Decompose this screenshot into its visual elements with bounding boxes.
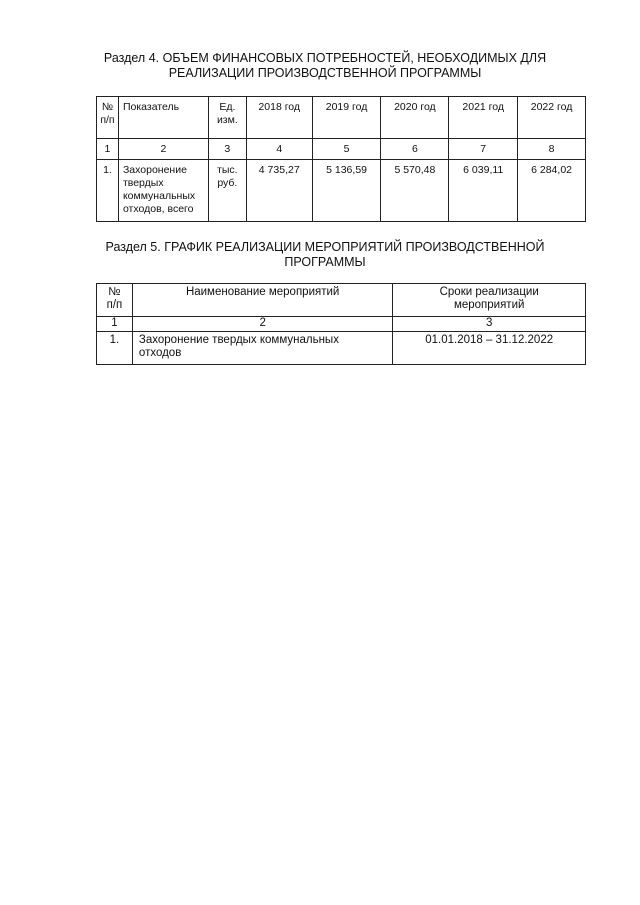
section-4-title-line2: РЕАЛИЗАЦИИ ПРОИЗВОДСТВЕННОЙ ПРОГРАММЫ <box>168 66 482 80</box>
col-number: 4 <box>246 139 312 160</box>
col-number: 3 <box>393 317 586 332</box>
value-2022: 6 284,02 <box>518 160 586 222</box>
section-5-title-line1: Раздел 5. ГРАФИК РЕАЛИЗАЦИИ МЕРОПРИЯТИЙ ПРОИЗВОДСТВЕННОЙ <box>105 240 545 254</box>
value-2019: 5 136,59 <box>312 160 381 222</box>
row-num: 1. <box>97 160 119 222</box>
section-4-title-line1: Раздел 4. ОБЪЕМ ФИНАНСОВЫХ ПОТРЕБНОСТЕЙ, НЕОБХОДИМЫХ ДЛЯ <box>103 51 547 65</box>
row-terms: 01.01.2018 – 31.12.2022 <box>393 332 586 365</box>
header-indicator: Показатель <box>118 97 208 139</box>
value-2021: 6 039,11 <box>449 160 518 222</box>
col-number: 2 <box>118 139 208 160</box>
value-2018: 4 735,27 <box>246 160 312 222</box>
header-2019: 2019 год <box>312 97 381 139</box>
row-indicator: Захоронение твердых коммунальных отходов, всего <box>118 160 208 222</box>
header-2018: 2018 год <box>246 97 312 139</box>
section-5-title <box>80 240 570 270</box>
header-2022: 2022 год <box>518 97 586 139</box>
col-number: 5 <box>312 139 381 160</box>
header-unit: Ед. изм. <box>208 97 246 139</box>
column-number-row <box>97 317 586 332</box>
header-terms: Сроки реализации мероприятий <box>393 284 586 317</box>
table-header-row <box>97 284 586 317</box>
financial-needs-table <box>96 96 586 222</box>
table-row <box>97 160 586 222</box>
row-unit: тыс. руб. <box>208 160 246 222</box>
table-header-row <box>97 97 586 139</box>
col-number: 1 <box>97 139 119 160</box>
col-number: 3 <box>208 139 246 160</box>
header-num: № п/п <box>97 284 133 317</box>
row-activity: Захоронение твердых коммунальных отходов <box>132 332 392 365</box>
col-number: 2 <box>132 317 392 332</box>
header-2020: 2020 год <box>381 97 449 139</box>
section-5-title-line2: ПРОГРАММЫ <box>284 255 366 269</box>
table-row <box>97 332 586 365</box>
header-activity: Наименование мероприятий <box>132 284 392 317</box>
column-number-row <box>97 139 586 160</box>
col-number: 1 <box>97 317 133 332</box>
value-2020: 5 570,48 <box>381 160 449 222</box>
header-num: № п/п <box>97 97 119 139</box>
col-number: 6 <box>381 139 449 160</box>
header-2021: 2021 год <box>449 97 518 139</box>
col-number: 7 <box>449 139 518 160</box>
row-num: 1. <box>97 332 133 365</box>
schedule-table <box>96 283 586 365</box>
section-4-title <box>80 51 570 81</box>
col-number: 8 <box>518 139 586 160</box>
